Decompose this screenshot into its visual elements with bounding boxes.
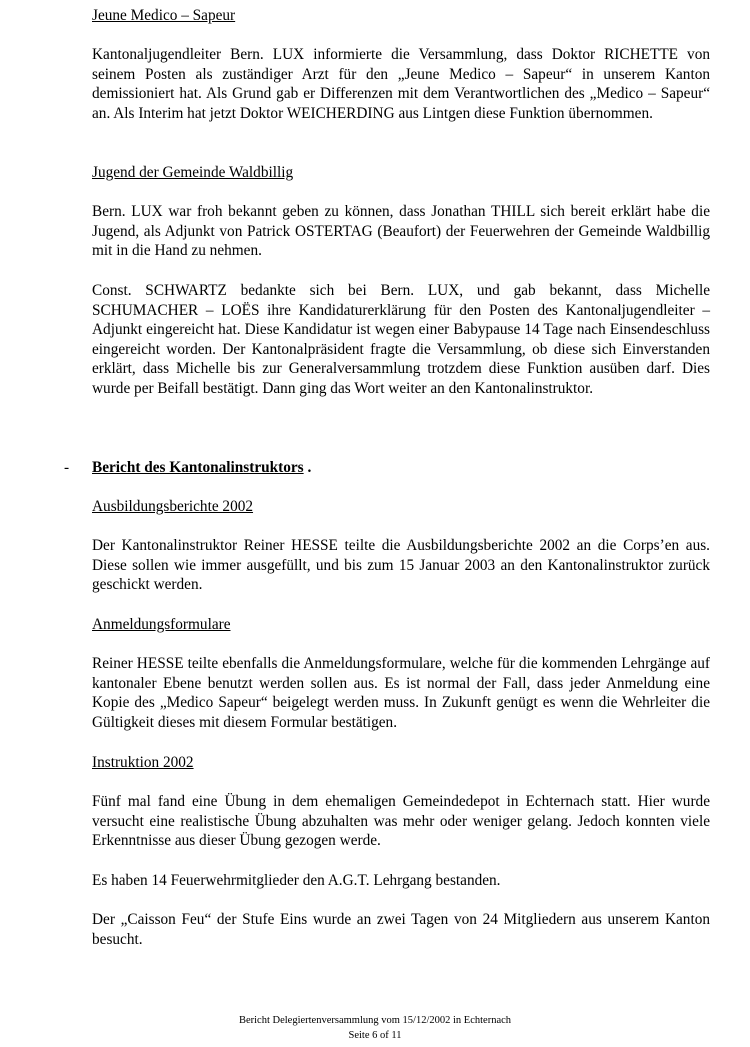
paragraph-instruktion-1: Fünf mal fand eine Übung in dem ehemaligen Gemeindedepot in Echternach statt. Hier wurde versucht eine realistische Übung abzuhalten was mehr oder weniger gelang. Jedoch konnten viele Erkenntnisse aus dieser Übung gezogen werde.: [92, 793, 710, 850]
list-bullet-dash: -: [64, 459, 70, 476]
footer-page-of: of: [380, 1030, 389, 1041]
paragraph-ausbildungsberichte: Der Kantonalinstruktor Reiner HESSE teilte die Ausbildungsberichte 2002 an die Corps’en aus. Diese sollen wie immer ausgefüllt, und bis zum 15 Januar 2003 an den Kantonalinstruktor zurück geschickt werden.: [92, 537, 710, 594]
section-heading-jeune-medico: Jeune Medico – Sapeur: [92, 7, 236, 24]
section-heading-anmeldungsformulare: Anmeldungsformulare: [92, 616, 231, 633]
paragraph-instruktion-2: Es haben 14 Feuerwehrmitglieder den A.G.T. Lehrgang bestanden.: [92, 872, 501, 889]
paragraph-anmeldungsformulare: Reiner HESSE teilte ebenfalls die Anmeldungsformulare, welche für die kommenden Lehrgänge auf kantonaler Ebene benutzt werden sollen aus. Es ist normal der Fall, dass jeder Anmeldung eine Kopie des „Medico Sapeur“ beigelegt werden muss. In Zukunft genügt es wenn die Wehrleiter die Gültigkeit dieses mit diesem Formular bestätigen.: [92, 655, 710, 731]
paragraph-instruktion-3: Der „Caisson Feu“ der Stufe Eins wurde an zwei Tagen von 24 Mitgliedern aus unserem Kanton besucht.: [92, 911, 710, 948]
paragraph-jugend-waldbillig-2: Const. SCHWARTZ bedankte sich bei Bern. LUX, und gab bekannt, dass Michelle SCHUMACHER – LOËS ihre Kandidaturerklärung für den Posten des Kantonaljugendleiter – Adjunkt eingereicht hat. Diese Kandidatur ist wegen einer Babypause 14 Tage nach Einsendeschluss eingereicht worden. Der Kantonalpräsident fragte die Versammlung, ob diese sich Einverstanden erklärt, dass Michelle bis zur Generalversammlung trotzdem diese Funktion ausüben darf. Dies wurde per Beifall bestätigt. Dann ging das Wort weiter an den Kantonalinstruktor.: [92, 282, 710, 397]
footer-page-current: 6: [372, 1030, 378, 1041]
footer-page-prefix: Seite: [348, 1030, 370, 1041]
footer-report-line: Bericht Delegiertenversammlung vom 15/12/2002 in Echternach: [238, 1015, 512, 1026]
footer-page-total: 11: [391, 1030, 402, 1041]
section-heading-instruktion: Instruktion 2002: [92, 754, 194, 771]
section-title-bericht: [92, 458, 311, 478]
section-heading-ausbildungsberichte: Ausbildungsberichte 2002: [92, 498, 254, 515]
section-heading-jugend-waldbillig: Jugend der Gemeinde Waldbillig: [92, 164, 294, 181]
paragraph-jugend-waldbillig-1: Bern. LUX war froh bekannt geben zu können, dass Jonathan THILL sich bereit erklärt habe die Jugend, als Adjunkt von Patrick OSTERTAG (Beaufort) der Feuerwehren der Gemeinde Waldbillig mit in die Hand zu nehmen.: [92, 203, 710, 260]
footer-page-number: [0, 1029, 750, 1043]
paragraph-jeune-medico: Kantonaljugendleiter Bern. LUX informierte die Versammlung, dass Doktor RICHETTE von seinem Posten als zuständiger Arzt für den „Jeune Medico – Sapeur“ in unserem Kanton demissioniert hat. Als Grund gab er Differenzen mit dem Verantwortlichen des „Medico – Sapeur“ an. Als Interim hat jetzt Doktor WEICHERDING aus Lintgen diese Funktion übernommen.: [92, 46, 710, 122]
bericht-title-suffix: .: [303, 459, 312, 476]
bericht-title-text: Bericht des Kantonalinstruktors: [92, 459, 304, 476]
